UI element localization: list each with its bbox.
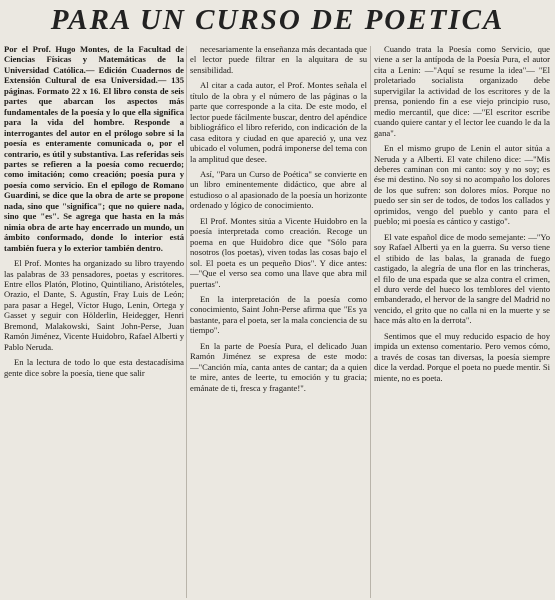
article-paragraph: El Prof. Montes ha organizado su libro trayendo las palabras de 33 pensadores, poetas y escritores. Entre ellos Platón, Plotino, Quintiliano, Aristóteles, Orazio, el Dante, S. Agustín, Fray Luis de León; para pasar a Hegel, Víctor Hugo, Lenin, Ortega y Gasset y seguir con Hölderlin, Heidegger, Henri Bremond, Malakowski, Saint John-Perse, Juan Ramón Jiménez, Vicente Huidobro, Rafael Alberti y Pablo Neruda. (4, 258, 184, 352)
article-paragraph: Así, "Para un Curso de Poética" se convierte en un libro eminentemente didáctico, que abre al estudioso o al apasionado de la poesía un horizonte ordenado y lógico de conocimiento. (190, 168, 367, 211)
headline: PARA UN CURSO DE POETICA (50, 4, 505, 36)
article-paragraph: En la lectura de todo lo que esta destacadísima gente dice sobre la poesía, tiene que salir (4, 357, 184, 378)
article-paragraph: En el mismo grupo de Lenin el autor sitúa a Neruda y a Alberti. El vate chileno dice: —"Mis deberes caminan con mi canto: soy y no soy; es ése mi destino. No soy si no acompaño los dolores de los que sufren: son dolores míos. Porque no puedo ser sin ser de todos, de todos los callados y oprimidos, vengo del pueblo y canto para el pueblo; mi poesía es cántico y castigo". (374, 143, 550, 227)
column-2 (190, 44, 367, 600)
article-paragraph: Por el Prof. Hugo Montes, de la Facultad de Ciencias Físicas y Matemáticas de la Universidad Católica.— Edición Cuadernos de Extensión Cultural de esa Universidad.— 135 páginas. Formato 22 x 16. El libro consta de seis partes que abarcan los aspectos más fundamentales de la poesía y lo que ella significa para la vida del hombre. Responde a interrogantes del autor en el prólogo sobre si la poesía es enteramente comunicada o, por el contrario, es útil y substantiva. Las referidas seis partes se refieren a la poesía como recuerdo; como imitación; como creación; poesía pura y poesía como servicio. En el epílogo de Romano Guardini, se dice que la obra de arte se propone nada, sino que "significa"; que no quiere nada, sino que "es". Se agrega que hasta en la más nimia obra de arte hay encerrado un mundo, un ámbito conformado, donde lo interior está también fuera y lo exterior también dentro. (4, 44, 184, 253)
column-rule (370, 46, 371, 598)
column-3 (374, 44, 550, 600)
article-paragraph: En la parte de Poesía Pura, el delicado Juan Ramón Jiménez se expresa de este modo: —"Canción mía, canta antes de cantar; da a quien te mire, antes de leerte, tu emoción y tu gracia; emánate de ti, fresca y fragante!". (190, 340, 367, 393)
column-1 (4, 44, 184, 600)
article-paragraph: necesariamente la enseñanza más decantada que el lector puede filtrar en la alquitara de su sensibilidad. (190, 44, 367, 75)
article-paragraph: El vate español dice de modo semejante: —"Yo soy Rafael Alberti ya en la guerra. Su verso tiene el stibido de las balas, la granada de fuego castigado, la alegría de una flor en las trincheras, el filo de una espada que se alza contra el crimen, el duro verde del hueco los temblores del viento embanderado, el hervor de la sangre del Madrid no vencido, el grito que no calla ni en la muerte y se hace más alto en la derrota". (374, 231, 550, 326)
article-paragraph: Sentimos que el muy reducido espacio de hoy impida un extenso comentario. Pero vemos cómo, a través de cosas tan diversas, la poesía siempre dice la verdad. Porque el poeta no puede mentir. Si miente, no es poeta. (374, 330, 550, 383)
article-paragraph: Al citar a cada autor, el Prof. Montes señala el título de la obra y el número de las páginas o la parte que corresponde a la cita. De este modo, el lector puede fácilmente buscar, dentro del apéndice bibliográfico el libro referido, con indicación de la casa editora y ciudad en que apareció y, una vez ubicado el volumen, podrá imponerse del tema con la amplitud que desee. (190, 80, 367, 164)
article-paragraph: Cuando trata la Poesía como Servicio, que viene a ser la antípoda de la Poesía Pura, el autor cita a Lenin: —"Aquí se resume la idea"— "El proletariado socialista organizado debe supervigilar la actividad de los escritores y de la prensa, poniendo fin a ese viejo principio ruso, medio mercantil, que dice: —"El escritor escribe cuando quiere cantar y el lector lee cuando le da la gana". (374, 44, 550, 138)
column-rule (186, 46, 187, 598)
article-paragraph: En la interpretación de la poesía como conocimiento, Saint John-Perse afirma que "Es ya bastante, para el poeta, ser la mala conciencia de su tiempo". (190, 293, 367, 336)
article-paragraph: El Prof. Montes sitúa a Vicente Huidobro en la poesía interpretada como creación. Recoge un poema en que Huidobro dice que "Sólo para nosotros (los poetas), viven todas las cosas bajo el sol. El poeta es un pequeño Dios". Y dice antes: —"Que el verso sea como una llave que abra mil puertas". (190, 215, 367, 289)
